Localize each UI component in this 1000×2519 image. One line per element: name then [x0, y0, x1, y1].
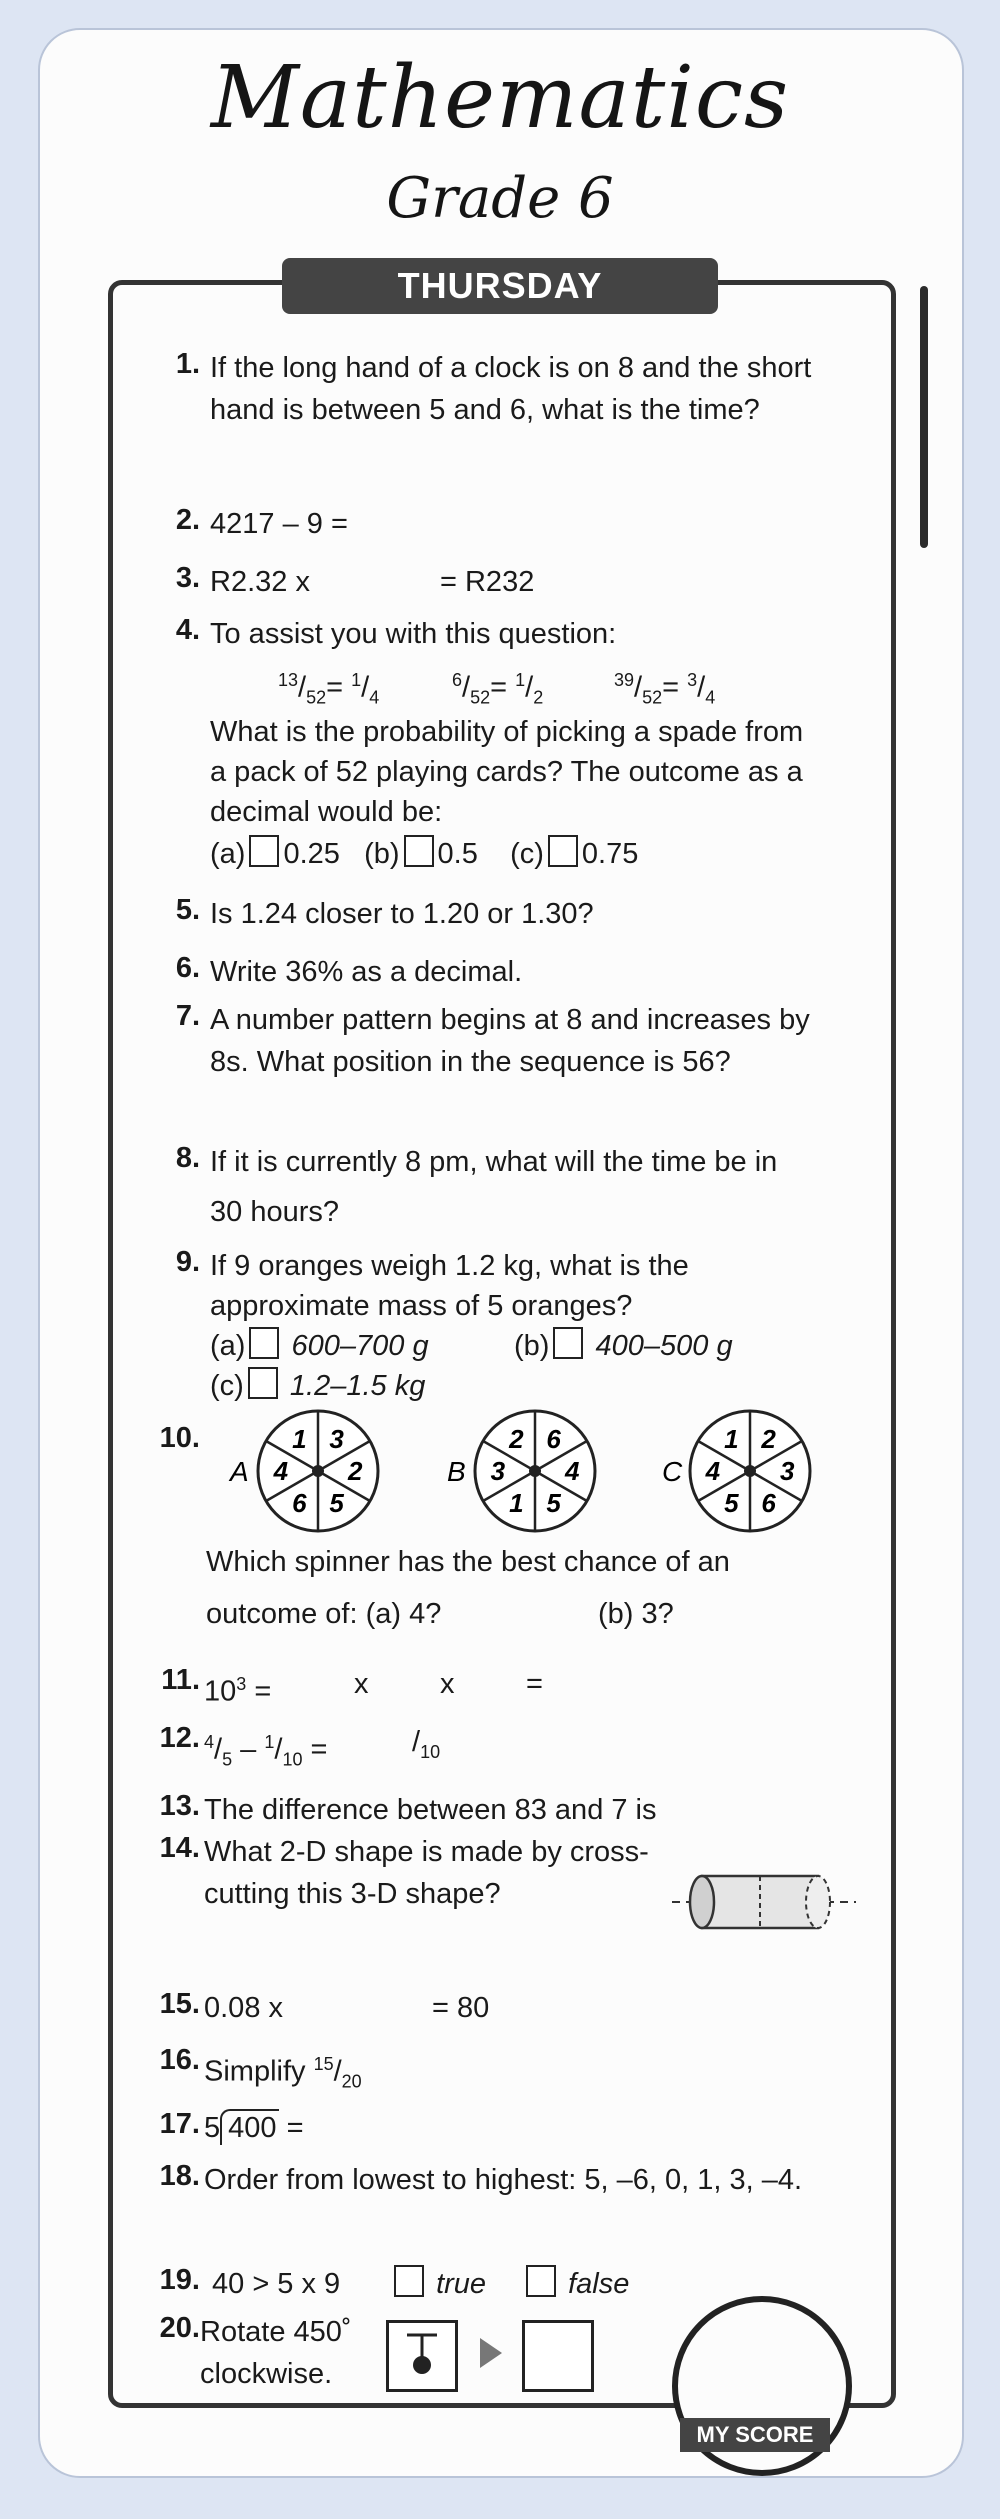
q16-number: 16. — [159, 2044, 200, 2076]
q9-option-c: (c) 1.2–1.5 kg — [210, 1366, 425, 1406]
q9-line1: If 9 oranges weigh 1.2 kg, what is the — [210, 1250, 689, 1282]
q1-line2: hand is between 5 and 6, what is the time? — [210, 394, 760, 426]
q8-line1: If it is currently 8 pm, what will the time be in — [210, 1146, 778, 1178]
q1-line1: If the long hand of a clock is on 8 and the short — [210, 352, 812, 384]
spinner-a-pivot — [312, 1465, 324, 1477]
q4-line2: a pack of 52 playing cards? The outcome as a — [210, 756, 803, 788]
q3-right: = R232 — [440, 566, 535, 598]
q13-text: The difference between 83 and 7 is — [204, 1794, 657, 1826]
q7-line1: A number pattern begins at 8 and increases by — [210, 1004, 810, 1036]
q15-number: 15. — [159, 1988, 200, 2020]
spinner-c-number: 2 — [761, 1423, 776, 1454]
spinner-b-pivot — [529, 1465, 541, 1477]
spinner-c-pivot — [744, 1465, 756, 1477]
q11-number: 11. — [161, 1664, 200, 1696]
q5-number: 5. — [175, 894, 200, 926]
q6-number: 6. — [175, 952, 200, 984]
q4-number: 4. — [175, 614, 200, 646]
grade-label: Grade 6 — [386, 166, 614, 231]
q9-checkbox-b[interactable] — [553, 1327, 583, 1359]
q1-number: 1. — [175, 348, 200, 380]
q6-text: Write 36% as a decimal. — [210, 956, 523, 988]
q4-options: (a) 0.25 (b) 0.5 (c) 0.75 — [210, 834, 638, 874]
q19-checkbox-true[interactable] — [394, 2265, 424, 2297]
spinner-a-number: 2 — [347, 1456, 363, 1486]
q19-true-option: true — [390, 2264, 486, 2304]
q14-number: 14. — [159, 1832, 200, 1864]
spinner-a-number: 6 — [292, 1488, 307, 1519]
q20-shape-box — [386, 2320, 458, 2392]
q18-number: 18. — [159, 2160, 200, 2192]
spinner-b-number: 6 — [546, 1423, 561, 1454]
q15-right: = 80 — [432, 1992, 490, 2024]
q19-false-option: false — [522, 2264, 629, 2304]
q2-number: 2. — [175, 504, 200, 536]
q9-line2: approximate mass of 5 oranges? — [210, 1290, 633, 1322]
spinner-a-number: 4 — [273, 1456, 289, 1486]
q18-text: Order from lowest to highest: 5, –6, 0, 1, 3, –4. — [204, 2164, 803, 2196]
cylinder-diagram — [670, 1862, 860, 1942]
spinner-b-number: 2 — [509, 1423, 524, 1454]
q8-number: 8. — [175, 1142, 200, 1174]
q10-line2: outcome of: (a) 4? — [206, 1598, 442, 1630]
spinner-c-number: 1 — [724, 1423, 739, 1454]
q4-line1: What is the probability of picking a spade from — [210, 716, 804, 748]
q10-spinners — [210, 1406, 850, 1556]
q11-expression: $10^3$ = — [204, 1674, 272, 1708]
spinner-a-label: A — [230, 1456, 249, 1487]
q12-expression: $^4/_5 - ^1/_{10}$ = — [204, 1732, 328, 1770]
q11-x2: x — [440, 1668, 455, 1700]
q10-part-b: (b) 3? — [598, 1598, 674, 1630]
q4-checkbox-b[interactable] — [404, 835, 434, 867]
q2-text: 4217 – 9 = — [210, 508, 348, 540]
q20-line1: Rotate 450˚ — [200, 2316, 352, 2348]
spinner-a-number: 1 — [292, 1423, 307, 1454]
q7-number: 7. — [175, 1000, 200, 1032]
q4-fraction-2: $^6/_{52}= ^1/_2$ — [452, 670, 544, 708]
spinner-b-number: 1 — [509, 1488, 524, 1519]
frame-tab — [920, 286, 928, 548]
my-score-label: MY SCORE — [680, 2418, 830, 2452]
spinner-c-number: 4 — [705, 1456, 721, 1486]
q9-number: 9. — [175, 1246, 200, 1278]
spinner-c-number: 6 — [761, 1488, 776, 1519]
arrow-right-icon — [478, 2336, 504, 2370]
spinner-b-number: 5 — [546, 1488, 561, 1519]
q3-number: 3. — [175, 562, 200, 594]
day-banner: THURSDAY — [282, 258, 718, 314]
q13-number: 13. — [159, 1790, 200, 1822]
q11-eq2: = — [526, 1668, 543, 1700]
q4-line3: decimal would be: — [210, 796, 443, 828]
q9-checkbox-a[interactable] — [249, 1327, 279, 1359]
spinner-a-number: 5 — [329, 1488, 344, 1519]
spinner-c-number: 5 — [724, 1488, 739, 1519]
q4-fraction-3: $^{39}/_{52}= ^3/_4$ — [614, 670, 716, 708]
q9-checkbox-c[interactable] — [248, 1367, 278, 1399]
q19-text: 40 > 5 x 9 — [212, 2268, 341, 2300]
q17-number: 17. — [159, 2108, 200, 2140]
q16-text: Simplify $^{15}/_{20}$ — [204, 2054, 362, 2092]
q20-answer-box[interactable] — [522, 2320, 594, 2392]
q8-line2: 30 hours? — [210, 1196, 339, 1228]
q15-left: 0.08 x — [204, 1992, 283, 2024]
q14-line1: What 2-D shape is made by cross- — [204, 1836, 649, 1868]
q20-number: 20. — [159, 2312, 200, 2344]
spinner-a-number: 3 — [329, 1423, 344, 1454]
q19-number: 19. — [159, 2264, 200, 2296]
spinner-b-number: 4 — [564, 1456, 580, 1486]
spinner-b-number: 3 — [490, 1456, 506, 1486]
q11-x1: x — [354, 1668, 369, 1700]
spinner-c-label: C — [662, 1456, 683, 1487]
q10-line1: Which spinner has the best chance of an — [206, 1546, 730, 1578]
q5-text: Is 1.24 closer to 1.20 or 1.30? — [210, 898, 594, 930]
q12-number: 12. — [159, 1722, 200, 1754]
q19-checkbox-false[interactable] — [526, 2265, 556, 2297]
q4-checkbox-a[interactable] — [249, 835, 279, 867]
q3-left: R2.32 x — [210, 566, 310, 598]
q9-option-a: (a) 600–700 g — [210, 1326, 429, 1366]
worksheet-title: Mathematics — [210, 48, 790, 148]
spinner-c-number: 3 — [779, 1456, 795, 1486]
q9-option-b: (b) 400–500 g — [514, 1326, 733, 1366]
q17-division: 5 400 = — [204, 2108, 304, 2148]
q4-checkbox-c[interactable] — [548, 835, 578, 867]
q4-intro: To assist you with this question: — [210, 618, 617, 650]
q7-line2: 8s. What position in the sequence is 56? — [210, 1046, 731, 1078]
q12-answer: $/_{10}$ — [412, 1726, 441, 1762]
q20-line2: clockwise. — [200, 2358, 333, 2390]
rotation-shape-icon — [389, 2323, 455, 2389]
q10-number: 10. — [159, 1422, 200, 1454]
spinner-b-label: B — [447, 1456, 466, 1487]
q14-line2: cutting this 3-D shape? — [204, 1878, 501, 1910]
q4-fraction-1: $^{13}/_{52}= ^1/_4$ — [278, 670, 380, 708]
